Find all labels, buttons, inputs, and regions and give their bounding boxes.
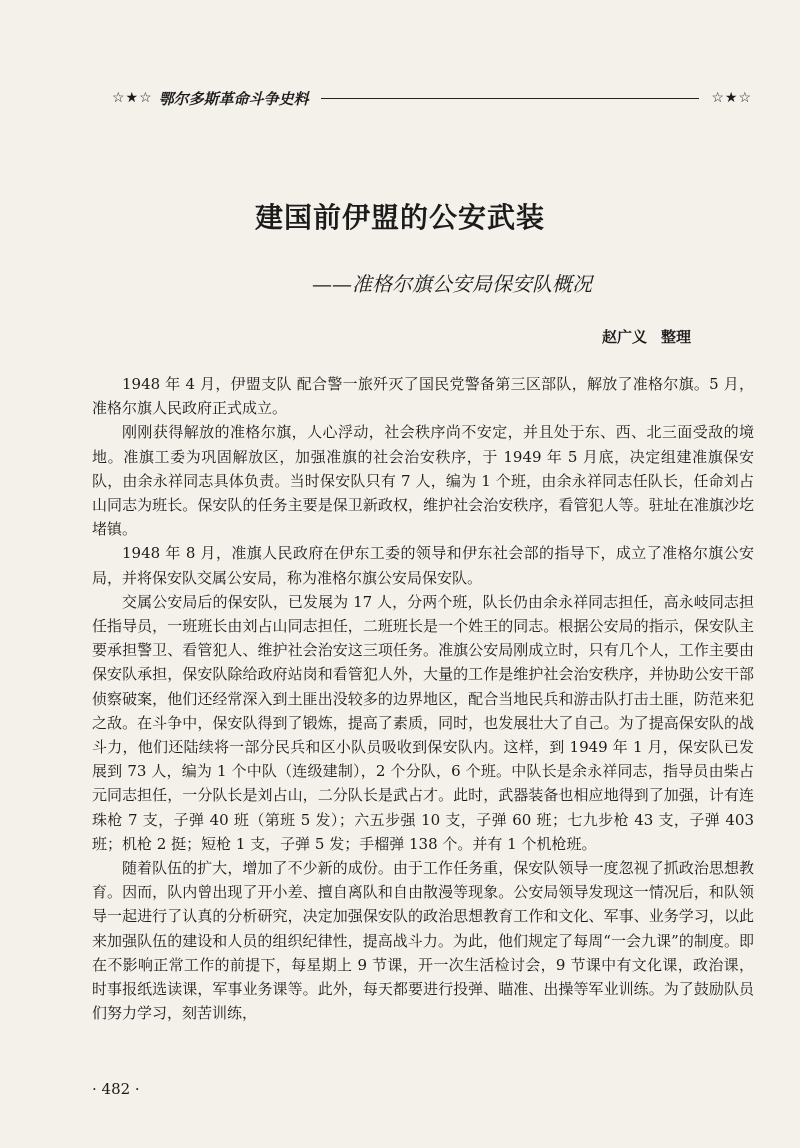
paragraph: 1948 年 8 月，准旗人民政府在伊东工委的领导和伊东社会部的指导下，成立了准格尔旗公安局，并将保安队交属公安局，称为准格尔旗公安局保安队。: [92, 544, 754, 587]
author-role: 整理: [661, 328, 692, 346]
running-header: [112, 86, 752, 110]
star-ornament-left: ☆★☆: [112, 90, 153, 106]
paragraph: 随着队伍的扩大，增加了不少新的成份。由于工作任务重，保安队领导一度忽视了抓政治思想教育。因而，队内曾出现了开小差、擅自离队和自由散漫等现象。公安局领导发现这一情况后，和队领导一起进行了认真的分析研究，决定加强保安队的政治思想教育工作和文化、军事、业务学习，以此来加强队伍的建设和人员的组织纪律性，提高战斗力。为此，他们规定了每周“一会九课”的制度。即在不影响正常工作的前提下，每星期上 9 节课，开一次生活检讨会，9 节课中有文化课，政治课，时事报纸选读课，军事业务课等。此外，每天都要进行投弹、瞄准、出操等军业训练。为了鼓励队员们努力学习，刻苦训练，: [92, 859, 754, 1023]
header-rule: [321, 98, 700, 99]
paragraph: 1948 年 4 月，伊盟支队 配合警一旅歼灭了国民党警备第三区部队，解放了准格尔旗。5 月，准格尔旗人民政府正式成立。: [92, 375, 754, 418]
author-line: [602, 326, 691, 347]
article-subtitle: ——准格尔旗公安局保安队概况: [312, 272, 592, 296]
author-name: 赵广义: [602, 328, 648, 346]
page-number: · 482 ·: [92, 1080, 140, 1098]
paragraph: 交属公安局后的保安队，已发展为 17 人，分两个班，队长仍由余永祥同志担任，高永岐同志担任指导员，一班班长由刘占山同志担任，二班班长是一个姓王的同志。根据公安局的指示，保安队主要承担警卫、看管犯人、维护社会治安这三项任务。准旗公安局刚成立时，只有几个人，工作主要由保安队承担，保安队除给政府站岗和看管犯人外，大量的工作是维护社会治安秩序，并协助公安干部侦察破案，他们还经常深入到土匪出没较多的边界地区，配合当地民兵和游击队打击土匪，防范来犯之敌。在斗争中，保安队得到了锻炼，提高了素质，同时，也发展壮大了自己。为了提高保安队的战斗力，他们还陆续将一部分民兵和区小队员吸收到保安队内。这样，到 1949 年 1 月，保安队已发展到 73 人，编为 1 个中队（连级建制），2 个分队，6 个班。中队长是余永祥同志，指导员由柴占元同志担任，一分队长是刘占山，二分队长是武占才。此时，武器装备也相应地得到了加强，计有连珠枪 7 支，子弹 40 班（第班 5 发）；六五步强 10 支，子弹 60 班；七九步枪 43 支，子弹 403 班；机枪 2 挺；短枪 1 支，子弹 5 发；手榴弹 138 个。并有 1 个机枪班。: [92, 592, 754, 853]
series-title: 鄂尔多斯革命斗争史料: [158, 89, 309, 108]
star-ornament-right: ☆★☆: [711, 90, 752, 106]
paragraph: 刚刚获得解放的准格尔旗，人心浮动，社会秩序尚不安定，并且处于东、西、北三面受敌的境地。准旗工委为巩固解放区，加强准旗的社会治安秩序，于 1949 年 5 月底，决定组建准旗保安队，由余永祥同志具体负责。当时保安队只有 7 人，编为 1 个班，由余永祥同志任队长，任命刘占山同志为班长。保安队的任务主要是保卫新政权，维护社会治安秩序，看管犯人等。驻址在准旗沙圪堵镇。: [92, 423, 754, 539]
article-title: 建国前伊盟的公安武装: [254, 201, 545, 234]
article-body: [92, 372, 754, 1025]
